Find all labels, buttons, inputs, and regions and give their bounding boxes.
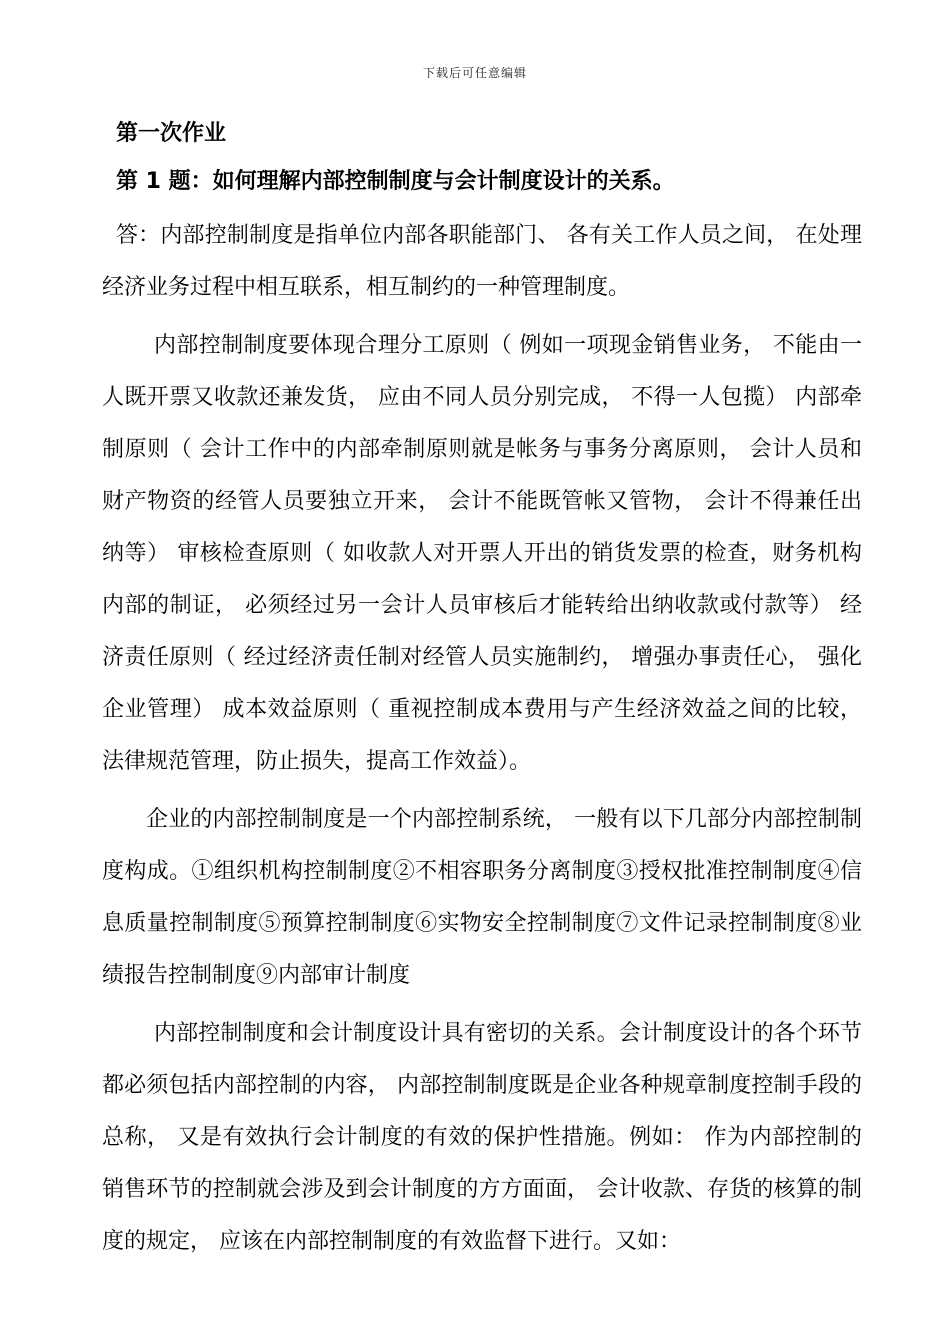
document-body	[102, 112, 862, 1268]
system-components-paragraph: 企业的内部控制制度是一个内部控制系统， 一般有以下几部分内部控制制度构成。①组织机构控制制度②不相容职务分离制度③授权批准控制制度④信息质量控制制度⑤预算控制制度⑥实物安全控制制度⑦文件记录控制制度⑧业绩报告控制制度⑨内部审计制度	[102, 807, 862, 988]
relationship-paragraph: 内部控制制度和会计制度设计具有密切的关系。会计制度设计的各个环节都必须包括内部控制的内容， 内部控制制度既是企业各种规章制度控制手段的总称， 又是有效执行会计制度的有效的保护性措施。例如： 作为内部控制的销售环节的控制就会涉及到会计制度的方方面面， 会计收款、存货的核算的制度的规定， 应该在内部控制制度的有效监督下进行。又如：	[102, 1021, 862, 1254]
principles-paragraph: 内部控制制度要体现合理分工原则（ 例如一项现金销售业务， 不能由一人既开票又收款还兼发货， 应由不同人员分别完成， 不得一人包揽） 内部牵制原则（ 会计工作中的内部牵制原则就是帐务与事务分离原则， 会计人员和财产物资的经管人员要独立开来， 会计不能既管帐又管物， 会计不得兼任出纳等） 审核检查原则（ 如收款人对开票人开出的销货发票的检查，财务机构内部的制证， 必须经过另一会计人员审核后才能转给出纳收款或付款等） 经济责任原则（ 经过经济责任制对经管人员实施制约， 增强办事责任心， 强化企业管理） 成本效益原则（ 重视控制成本费用与产生经济效益之间的比较，法律规范管理，防止损失，提高工作效益）。	[102, 333, 862, 774]
answer-paragraph: 答：内部控制制度是指单位内部各职能部门、 各有关工作人员之间， 在处理经济业务过程中相互联系，相互制约的一种管理制度。	[102, 223, 862, 300]
question-heading: 第 1 题：如何理解内部控制制度与会计制度设计的关系。	[116, 169, 675, 194]
document-title: 第一次作业	[116, 121, 227, 146]
page-header-note: 下载后可任意编辑	[422, 66, 527, 80]
